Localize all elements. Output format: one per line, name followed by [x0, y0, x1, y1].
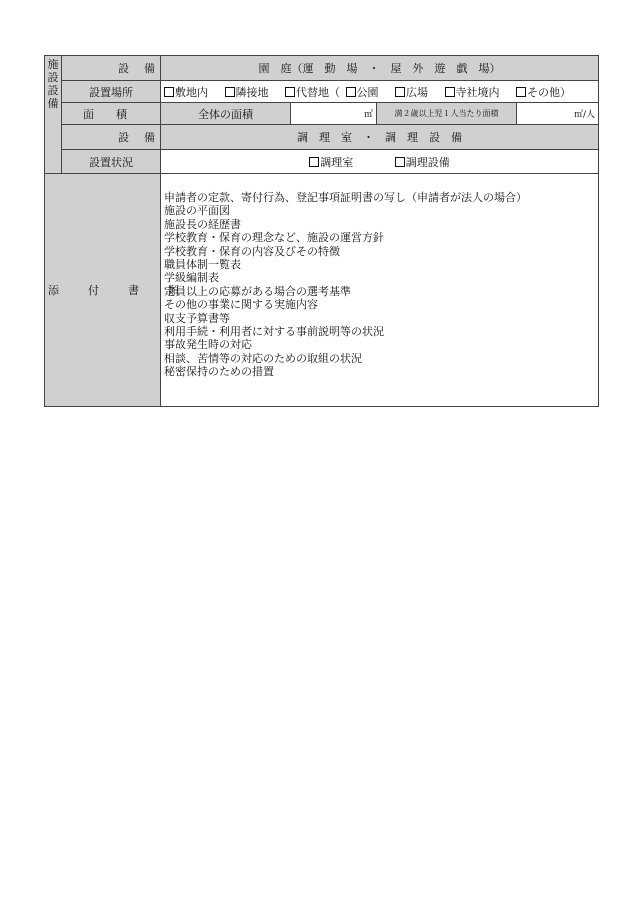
checkbox-icon[interactable] [164, 87, 174, 97]
section-char: 設 [47, 71, 59, 84]
checkbox-icon[interactable] [225, 87, 235, 97]
status-label: 設置状況 [62, 150, 161, 174]
facility-form-table [44, 55, 599, 407]
list-item: 学校教育・保育の内容及びその特徴 [164, 244, 340, 258]
location-option-plaza[interactable]: 広場 [395, 86, 428, 99]
location-option-alternative[interactable]: 代替地（ [285, 86, 340, 99]
area-unit: ㎡ [363, 110, 373, 120]
checkbox-icon[interactable] [309, 157, 319, 167]
list-item: 学校教育・保育の理念など、施設の運営方針 [164, 231, 384, 245]
area-per-child-unit: ㎡/人 [573, 110, 595, 120]
list-item: 相談、苦情等の対応のための取組の状況 [164, 351, 362, 365]
area-total-label: 全体の面積 [161, 103, 291, 125]
list-item: 施設長の経歴書 [164, 217, 241, 231]
location-options [161, 81, 599, 103]
list-item: 利用手続・利用者に対する事前説明等の状況 [164, 325, 384, 339]
list-item: 定員以上の応募がある場合の選考基準 [164, 284, 351, 298]
checkbox-icon[interactable] [395, 87, 405, 97]
attachments-list [161, 174, 599, 407]
area-total-field[interactable] [291, 103, 377, 125]
location-label: 設置場所 [62, 81, 161, 103]
checkbox-icon[interactable] [395, 157, 405, 167]
area-per-child-field[interactable] [517, 103, 599, 125]
list-item: その他の事業に関する実施内容 [164, 298, 318, 312]
list-item: 申請者の定款、寄付行為、登記事項証明書の写し（申請者が法人の場合） [164, 191, 527, 204]
list-item: 学級編制表 [164, 271, 219, 285]
location-option-temple-grounds[interactable]: 寺社境内 [445, 86, 500, 99]
location-option-park[interactable]: 公園 [346, 86, 379, 99]
section-char: 施 [47, 58, 59, 71]
checkbox-icon[interactable] [346, 87, 356, 97]
area-per-child-label: 満２歳以上児１人当たり面積 [377, 103, 517, 125]
checkbox-icon[interactable] [445, 87, 455, 97]
status-options [161, 150, 599, 174]
equipment-label: 設 備 [62, 56, 161, 81]
equipment-value: 園 庭（運 動 場 ・ 屋 外 遊 戯 場） [161, 56, 599, 81]
equipment2-label: 設 備 [62, 125, 161, 150]
location-option-other[interactable]: その他） [516, 86, 571, 99]
area-label: 面 積 [62, 103, 161, 125]
location-option-adjacent[interactable]: 隣接地 [225, 86, 269, 99]
status-option-kitchen[interactable]: 調理室 [309, 156, 353, 169]
status-option-cooking-equipment[interactable]: 調理設備 [395, 156, 450, 169]
section-char: 備 [47, 97, 59, 110]
section-char: 設 [47, 84, 59, 97]
checkbox-icon[interactable] [285, 87, 295, 97]
checkbox-icon[interactable] [516, 87, 526, 97]
location-option-on-site[interactable]: 敷地内 [164, 86, 208, 99]
list-item: 職員体制一覧表 [164, 258, 241, 272]
list-item: 秘密保持のための措置 [164, 365, 274, 379]
list-item: 収支予算書等 [164, 311, 230, 325]
list-item: 施設の平面図 [164, 204, 230, 218]
equipment2-value: 調 理 室 ・ 調 理 設 備 [161, 125, 599, 150]
attachments-label: 添 付 書 類 [45, 174, 161, 407]
facility-section-label [45, 56, 62, 174]
list-item: 事故発生時の対応 [164, 338, 252, 352]
